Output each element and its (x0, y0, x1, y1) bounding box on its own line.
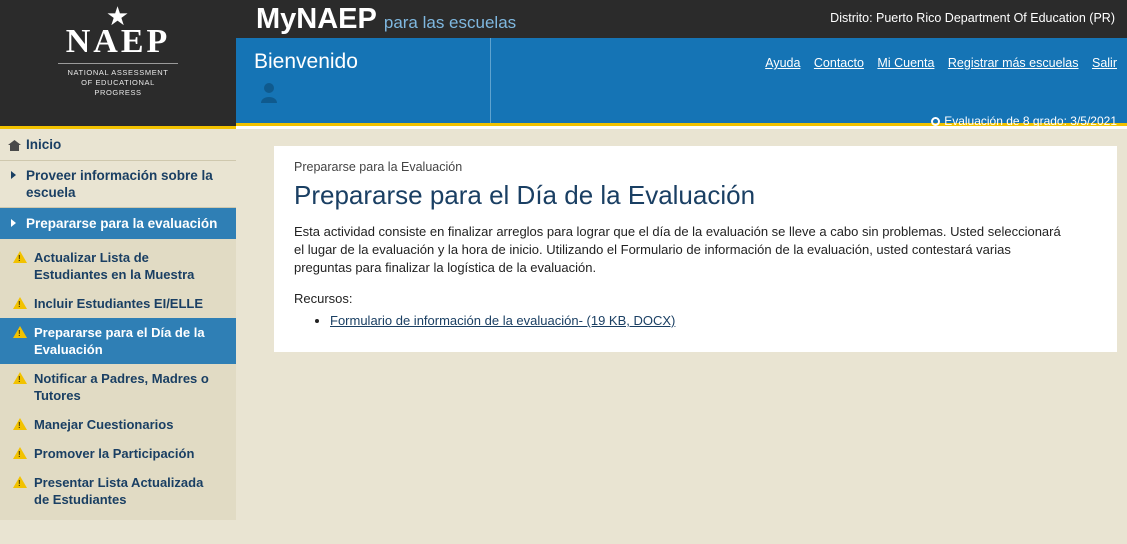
user-icon (260, 82, 278, 104)
sidebar-item-label: Inicio (26, 137, 62, 152)
warning-icon (13, 251, 27, 263)
warning-icon (13, 372, 27, 384)
sidebar-subitem-incluir-estudiantes[interactable] (0, 289, 236, 318)
sidebar-subitem-label: Incluir Estudiantes EI/ELLE (34, 296, 204, 311)
naep-acronym: NAEP (65, 23, 171, 60)
naep-logo-panel (0, 0, 236, 129)
top-bar (236, 0, 1127, 38)
sidebar-item-label: Proveer información sobre la escuela (26, 168, 213, 200)
chevron-right-icon (11, 219, 16, 227)
sidebar-subitem-label: Presentar Lista Actualizada de Estudiantes (34, 475, 204, 507)
star-icon: ★ (105, 1, 131, 31)
welcome-text: Bienvenido (254, 50, 358, 73)
sidebar-sub-list (0, 239, 236, 520)
link-salir[interactable]: Salir (1091, 56, 1117, 70)
list-item (330, 312, 1097, 330)
page-description: Esta actividad consiste en finalizar arreglos para lograr que el día de la evaluación se lleve a cabo sin problemas. Usted seleccionará el lugar de la evaluación y la hora de inicio. Utilizando el Formulario de información de la evaluación, usted contestará varias preguntas para finalizar la logística de la evaluación. (294, 224, 1061, 275)
welcome-bar (236, 38, 1127, 126)
assessment-info-text: Evaluación de 8 grado: 3/5/2021 (944, 114, 1117, 128)
sidebar (0, 129, 236, 544)
main-content (236, 129, 1127, 544)
sidebar-subitem-label: Actualizar Lista de Estudiantes en la Muestra (34, 250, 195, 282)
naep-logo (0, 1, 236, 98)
naep-subtitle-line1: NATIONAL ASSESSMENT (67, 68, 169, 77)
district-label: Distrito: Puerto Rico Department Of Education (PR) (830, 11, 1115, 25)
app-subtitle-text: para las escuelas (383, 13, 517, 32)
sidebar-subitem-manejar-cuestionarios[interactable] (0, 410, 236, 439)
content-card (274, 146, 1117, 352)
link-registrar-mas-escuelas[interactable]: Registrar más escuelas (947, 56, 1079, 70)
page-title: Prepararse para el Día de la Evaluación (294, 180, 756, 210)
bullet-circle-icon (931, 117, 940, 126)
warning-icon (13, 297, 27, 309)
home-icon (8, 138, 21, 149)
sidebar-item-label: Prepararse para la evaluación (26, 216, 218, 231)
sidebar-subitem-label: Prepararse para el Día de la Evaluación (34, 325, 205, 357)
welcome-divider (490, 38, 491, 123)
sidebar-subitem-actualizar-lista[interactable] (0, 243, 236, 289)
sidebar-item-prepararse-evaluacion[interactable] (0, 208, 236, 239)
warning-icon (13, 476, 27, 488)
sidebar-item-inicio[interactable] (0, 129, 236, 160)
sidebar-subitem-promover-participacion[interactable] (0, 439, 236, 468)
link-mi-cuenta[interactable]: Mi Cuenta (877, 56, 935, 70)
logo-divider (58, 63, 178, 64)
warning-icon (13, 326, 27, 338)
naep-subtitle-line2: OF EDUCATIONAL (81, 78, 155, 87)
breadcrumb: Prepararse para la Evaluación (294, 160, 463, 174)
naep-subtitle-line3: PROGRESS (94, 88, 142, 97)
resources-list (294, 312, 1097, 330)
app-title-text: MyNAEP (256, 3, 377, 35)
sidebar-subitem-label: Promover la Participación (34, 446, 195, 461)
resources-label: Recursos: (294, 291, 353, 306)
sidebar-top-group (0, 129, 236, 208)
sidebar-item-proveer-informacion[interactable] (0, 161, 236, 207)
assessment-info (931, 114, 1117, 128)
app-title (256, 3, 516, 36)
sidebar-subitem-label: Manejar Cuestionarios (34, 417, 174, 432)
sidebar-subitem-presentar-lista[interactable] (0, 468, 236, 514)
sidebar-subitem-label: Notificar a Padres, Madres o Tutores (34, 371, 209, 403)
top-links (755, 56, 1117, 70)
warning-icon (13, 418, 27, 430)
sidebar-subitem-prepararse-dia[interactable] (0, 318, 236, 364)
resource-link-formulario[interactable]: Formulario de información de la evaluación- (19 KB, DOCX) (330, 313, 676, 328)
chevron-right-icon (11, 171, 16, 179)
warning-icon (13, 447, 27, 459)
link-ayuda[interactable]: Ayuda (765, 56, 801, 70)
link-contacto[interactable]: Contacto (813, 56, 864, 70)
sidebar-subitem-notificar-padres[interactable] (0, 364, 236, 410)
